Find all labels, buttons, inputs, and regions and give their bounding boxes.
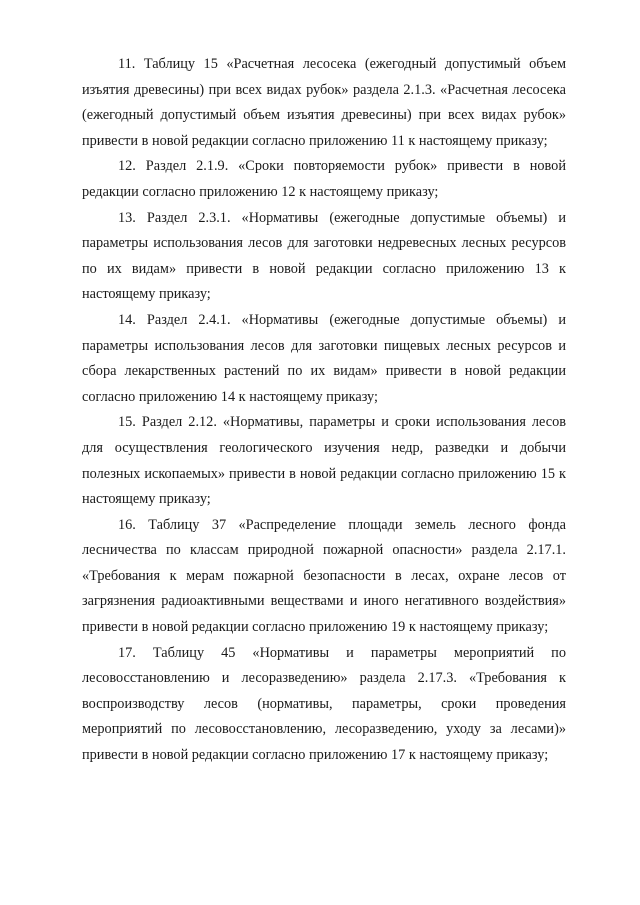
paragraph-item-15: 15. Раздел 2.12. «Нормативы, параметры и сроки использования лесов для осуществления геологического изучения недр, разведки и добычи полезных ископаемых» привести в новой редакции согласно приложению 15 к настоящему приказу; xyxy=(82,414,566,508)
paragraph-item-12: 12. Раздел 2.1.9. «Сроки повторяемости рубок» привести в новой редакции согласно приложению 12 к настоящему приказу; xyxy=(82,158,566,200)
paragraph-item-17: 17. Таблицу 45 «Нормативы и параметры мероприятий по лесовосстановлению и лесоразведению» раздела 2.17.3. «Требования к воспроизводству лесов (нормативы, параметры, сроки проведения мероприятий по лесовосстановлению, лесоразведению, уходу за лесами)» привести в новой редакции согласно приложению 17 к настоящему приказу; xyxy=(82,644,566,764)
paragraph-item-14: 14. Раздел 2.4.1. «Нормативы (ежегодные допустимые объемы) и параметры использования лесов для заготовки пищевых лесных ресурсов и сбора лекарственных растений по их видам» привести в новой редакции согласно приложению 14 к настоящему приказу; xyxy=(82,311,566,405)
paragraph-item-11: 11. Таблицу 15 «Расчетная лесосека (ежегодный допустимый объем изъятия древесины) при всех видах рубок» раздела 2.1.3. «Расчетная лесосека (ежегодный допустимый объем изъятия древесины) при всех видах рубок» привести в новой редакции согласно приложению 11 к настоящему приказу; xyxy=(82,56,566,149)
paragraph-item-13: 13. Раздел 2.3.1. «Нормативы (ежегодные допустимые объемы) и параметры использования лесов для заготовки недревесных лесных ресурсов по их видам» привести в новой редакции согласно приложению 13 к настоящему приказу; xyxy=(82,209,566,303)
paragraph-item-16: 16. Таблицу 37 «Распределение площади земель лесного фонда лесничества по классам природной пожарной опасности» раздела 2.17.1. «Требования к мерам пожарной безопасности в лесах, охране лесов от загрязнения радиоактивными веществами и иного негативного воздействия» привести в новой редакции согласно приложению 19 к настоящему приказу; xyxy=(82,516,566,636)
document-body xyxy=(82,52,566,769)
